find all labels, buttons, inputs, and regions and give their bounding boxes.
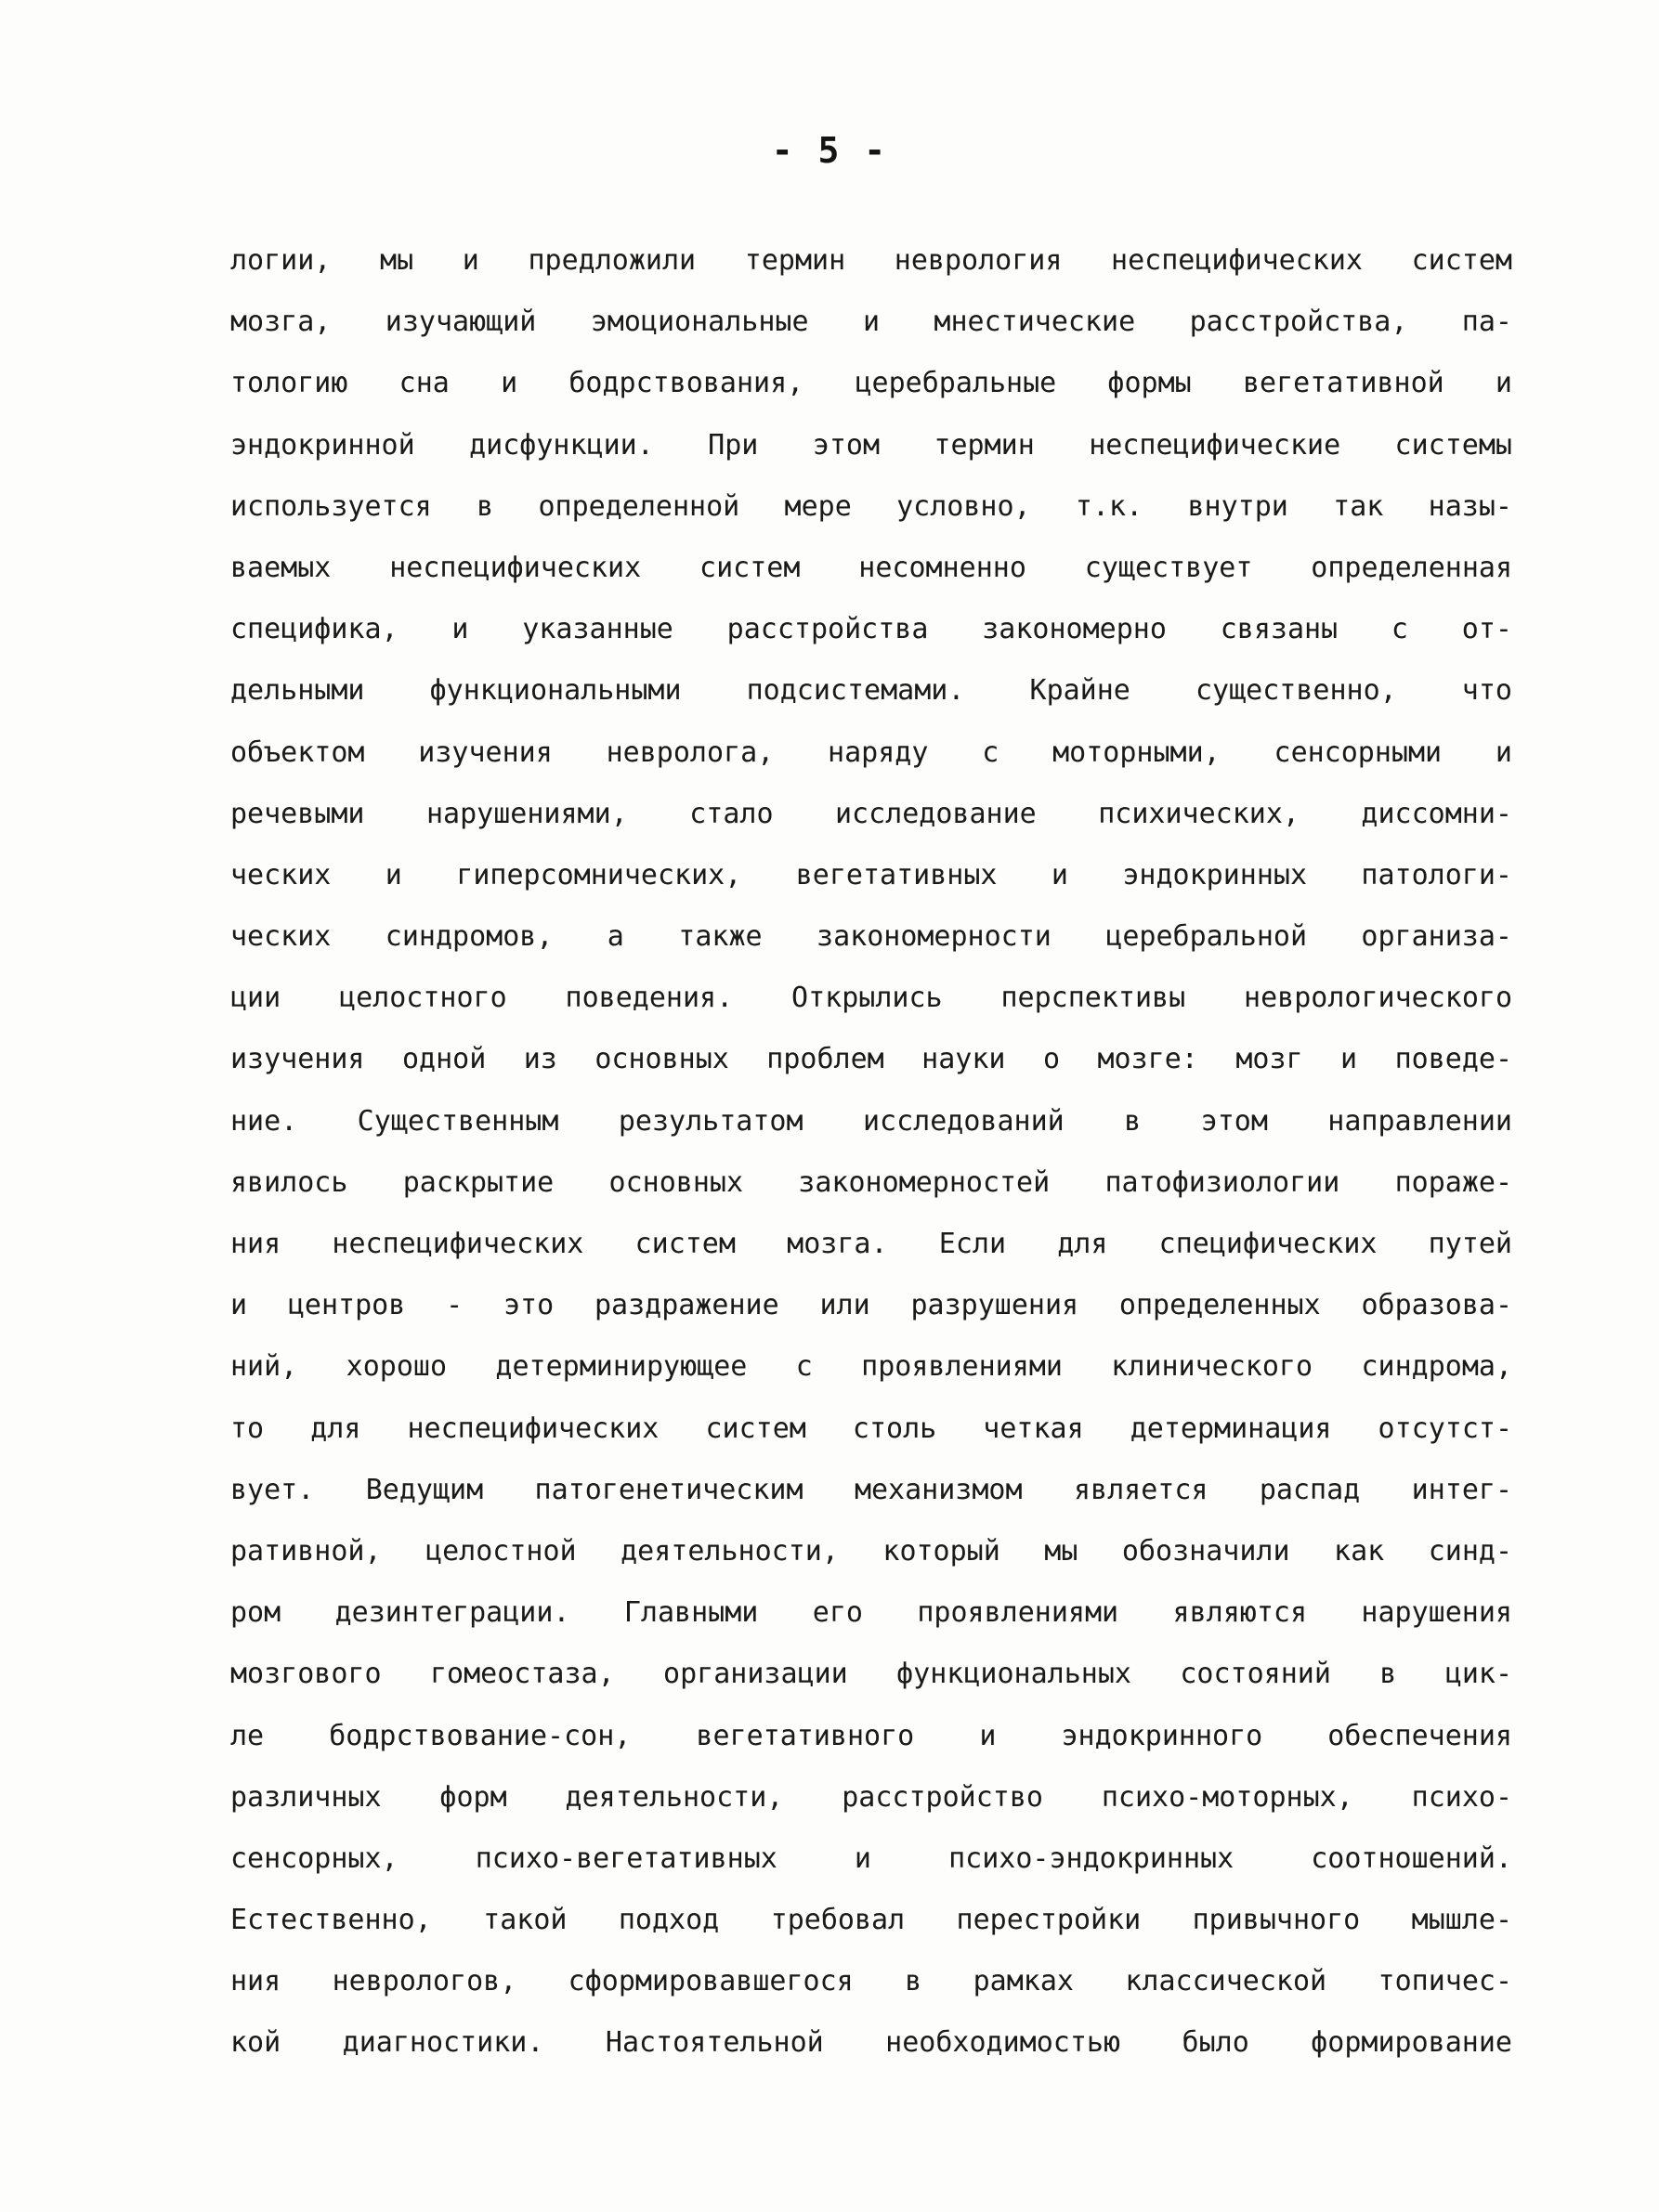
text-line: речевыми нарушениями, стало исследование психических, диссомни-	[230, 797, 1512, 830]
text-line: специфика, и указанные расстройства закономерно связаны с от-	[230, 613, 1512, 646]
text-line: сенсорных, психо-вегетативных и психо-эндокринных соотношений.	[230, 1841, 1512, 1875]
text-line: различных форм деятельности, расстройство психо-моторных, психо-	[230, 1780, 1512, 1814]
text-line: объектом изучения невролога, наряду с моторными, сенсорными и	[230, 735, 1512, 769]
text-line: ле бодрствование-сон, вегетативного и эндокринного обеспечения	[230, 1719, 1512, 1752]
text-line: ваемых неспецифических систем несомненно существует определенная	[230, 551, 1512, 584]
text-line: тологию сна и бодрствования, церебральные формы вегетативной и	[230, 367, 1512, 400]
text-line: используется в определенной мере условно, т.к. внутри так назы-	[230, 489, 1512, 523]
text-line: ние. Существенным результатом исследований в этом направлении	[230, 1104, 1512, 1138]
text-line: ром дезинтеграции. Главными его проявлениями являются нарушения	[230, 1596, 1512, 1630]
text-line: ческих синдромов, а также закономерности церебральной организа-	[230, 920, 1512, 954]
text-line: кой диагностики. Настоятельной необходимостью было формирование	[230, 2026, 1512, 2060]
text-line: вует. Ведущим патогенетическим механизмом является распад интег-	[230, 1473, 1512, 1506]
text-line: Естественно, такой подход требовал перестройки привычного мышле-	[230, 1904, 1512, 1937]
text-line: ративной, целостной деятельности, который мы обозначили как синд-	[230, 1534, 1512, 1568]
text-line: ческих и гиперсомнических, вегетативных и эндокринных патологи-	[230, 858, 1512, 891]
text-line: мозга, изучающий эмоциональные и мнестические расстройства, па-	[230, 306, 1512, 339]
text-line: ния неврологов, сформировавшегося в рамках классической топичес-	[230, 1965, 1512, 1998]
text-line: мозгового гомеостаза, организации функциональных состояний в цик-	[230, 1658, 1512, 1691]
text-line: ний, хорошо детерминирующее с проявлениями клинического синдрома,	[230, 1350, 1512, 1384]
text-line: и центров - это раздражение или разрушения определенных образова-	[230, 1289, 1512, 1322]
body-text	[230, 230, 1512, 2075]
text-line: дельными функциональными подсистемами. Крайне существенно, что	[230, 674, 1512, 708]
text-line: изучения одной из основных проблем науки о мозге: мозг и поведе-	[230, 1043, 1512, 1076]
page-number: - 5 -	[771, 130, 888, 171]
text-line: ния неспецифических систем мозга. Если для специфических путей	[230, 1228, 1512, 1260]
text-line: ции целостного поведения. Открылись перспективы неврологического	[230, 982, 1512, 1015]
text-line: то для неспецифических систем столь четкая детерминация отсутст-	[230, 1412, 1512, 1445]
text-line: эндокринной дисфункции. При этом термин неспецифические системы	[230, 428, 1512, 462]
text-line: явилось раскрытие основных закономерностей патофизиологии пораже-	[230, 1165, 1512, 1199]
text-line: логии, мы и предложили термин неврология неспецифических систем	[230, 244, 1512, 277]
